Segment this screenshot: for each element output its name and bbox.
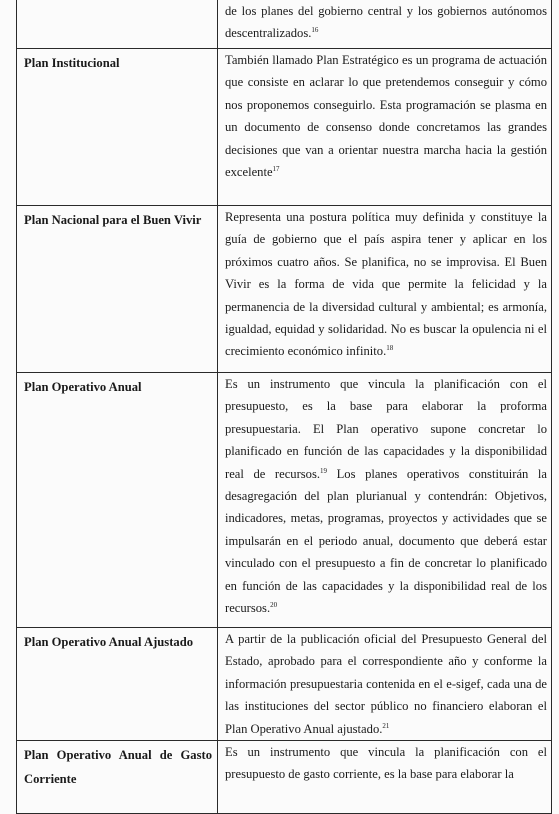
definition-cell	[218, 741, 552, 814]
term-cell: Plan Operativo Anual	[17, 373, 218, 628]
footnote-ref: 17	[272, 165, 280, 174]
definition-text: A partir de la publicación oficial del Presupuesto General del Estado, aprobado para el correspondiente año y conforme la información presupuestaria contenida en el e-sigef, cada una de las instituciones del sector público no financiero elaboran el Plan Operativo Anual ajustado.	[225, 632, 547, 736]
footnote-ref: 21	[382, 721, 390, 730]
glossary-table	[16, 0, 552, 814]
definition-cell	[218, 49, 552, 206]
footnote-ref: 20	[270, 601, 278, 610]
footnote-ref: 16	[311, 26, 319, 35]
table-row	[17, 49, 552, 206]
term-cell: Plan Operativo Anual de Gasto Corriente	[17, 741, 218, 814]
definition-cell	[218, 0, 552, 49]
definition-text: Es un instrumento que vincula la planificación con el presupuesto de gasto corriente, es la base para elaborar la	[225, 745, 547, 782]
table-row	[17, 0, 552, 49]
definition-text: También llamado Plan Estratégico es un programa de actuación que consiste en aclarar lo que pretendemos conseguir y cómo nos proponemos conseguirlo. Esta programación se plasma en un documento de consenso donde concretamos las grandes decisiones que van a orientar nuestra marcha hacia la gestión excelente	[225, 53, 547, 180]
definition-text: Es un instrumento que vincula la planificación con el presupuesto, es la base para elaborar la proforma presupuestaria. El Plan operativo supone concretar lo planificado en función de las capacidades y la disponibilidad real de recursos.	[225, 377, 547, 481]
definition-cell	[218, 373, 552, 628]
table-row	[17, 373, 552, 628]
definition-text: Representa una postura política muy definida y constituye la guía de gobierno que el país aspira tener y aplicar en los próximos cuatro años. Se planifica, no se improvisa. El Buen Vivir es la forma de vida que permite la felicidad y la permanencia de la diversidad cultural y ambiental; es armonía, igualdad, equidad y solidaridad. No es buscar la opulencia ni el crecimiento económico infinito.	[225, 210, 547, 359]
footnote-ref: 18	[386, 344, 394, 353]
term-cell: Plan Nacional para el Buen Vivir	[17, 206, 218, 373]
definition-text: de los planes del gobierno central y los gobiernos autónomos descentralizados.	[225, 4, 547, 41]
table-row	[17, 741, 552, 814]
footnote-ref: 19	[320, 466, 328, 475]
definition-text: Los planes operativos constituirán la desagregación del plan plurianual y contendrán: Objetivos, indicadores, metas, programas, proyectos y actividades que se impulsarán en el periodo anual, documento que deberá estar vinculado con el presupuesto a fin de concretar lo planificado en función de las capacidades y la disponibilidad real de los recursos.	[225, 466, 547, 616]
table-row	[17, 628, 552, 741]
term-cell: Plan Institucional	[17, 49, 218, 206]
definition-cell	[218, 628, 552, 741]
definition-cell	[218, 206, 552, 373]
table-row	[17, 206, 552, 373]
term-cell: Plan Operativo Anual Ajustado	[17, 628, 218, 741]
term-cell	[17, 0, 218, 49]
